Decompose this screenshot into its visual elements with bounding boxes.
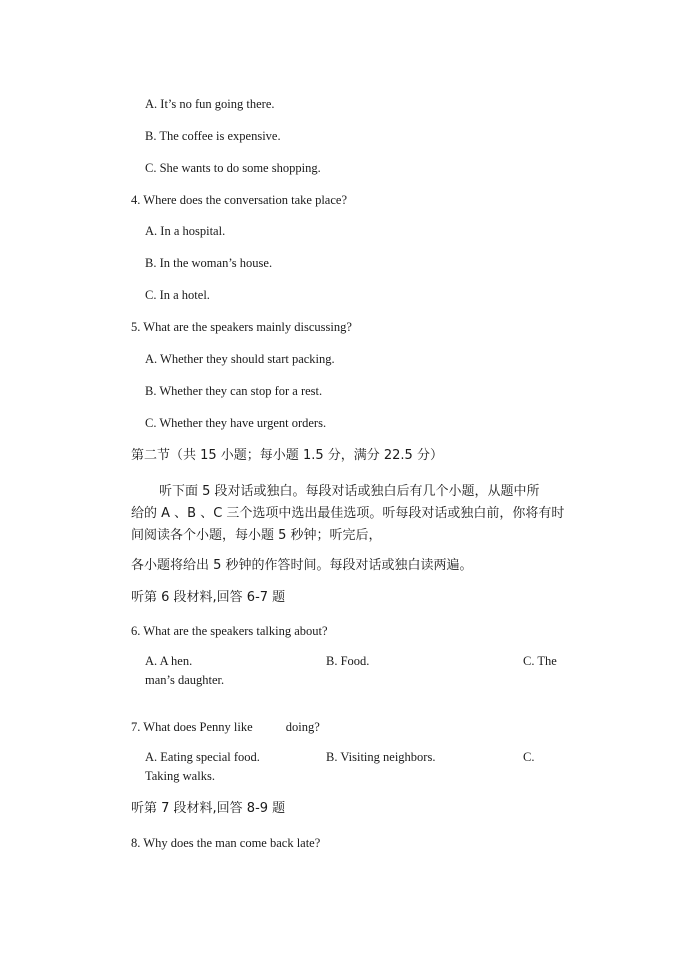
q4-stem: 4. Where does the conversation take place? [131, 193, 347, 207]
q7-stem-part1: 7. What does Penny like [131, 720, 253, 734]
q5-stem: 5. What are the speakers mainly discussing? [131, 320, 352, 334]
q5-option-c: C. Whether they have urgent orders. [145, 416, 327, 430]
instr-line-2: 给的 A 、B 、C 三个选项中选出最佳选项。听每段对话或独白前，你将有时 [131, 506, 565, 521]
q7-stem-part2: doing? [285, 720, 320, 734]
instr-line-3: 间阅读各个小题，每小题 5 秒钟；听完后， [131, 528, 382, 543]
q4-option-c: C. In a hotel. [145, 288, 210, 302]
section2-heading: 第二节（共 15 小题；每小题 1.5 分，满分 22.5 分） [131, 448, 443, 463]
q3-option-b: B. The coffee is expensive. [145, 129, 281, 143]
instr-line-4: 各小题将给出 5 秒钟的作答时间。每段对话或独白读两遍。 [131, 558, 473, 573]
instr-line-1: 听下面 5 段对话或独白。每段对话或独白后有几个小题，从题中所 [159, 484, 540, 499]
q7-options [145, 750, 565, 786]
q5-option-a: A. Whether they should start packing. [145, 352, 335, 366]
q6-option-c-part2: man’s daughter. [145, 673, 225, 687]
q7-option-a: A. Eating special food. [145, 750, 260, 764]
q7-option-b: B. Visiting neighbors. [326, 750, 436, 764]
q4-option-a: A. In a hospital. [145, 224, 226, 238]
q6-option-c-part1: C. The [523, 654, 557, 668]
q8-stem: 8. Why does the man come back late? [131, 836, 321, 850]
q7-option-c-part1: C. [523, 750, 535, 764]
section2-instructions [131, 481, 571, 547]
q5-option-b: B. Whether they can stop for a rest. [145, 384, 323, 398]
material-6-heading: 听第 6 段材料,回答 6-7 题 [131, 590, 286, 605]
material-7-heading: 听第 7 段材料,回答 8-9 题 [131, 801, 286, 816]
q7-stem [131, 719, 320, 735]
q7-option-c-part2: Taking walks. [145, 769, 215, 783]
q3-option-a: A. It’s no fun going there. [145, 97, 275, 111]
q6-option-a: A. A hen. [145, 654, 193, 668]
q6-options [145, 654, 565, 690]
q6-option-b: B. Food. [326, 654, 370, 668]
q3-option-c: C. She wants to do some shopping. [145, 161, 321, 175]
q6-stem: 6. What are the speakers talking about? [131, 624, 328, 638]
q4-option-b: B. In the woman’s house. [145, 256, 273, 270]
